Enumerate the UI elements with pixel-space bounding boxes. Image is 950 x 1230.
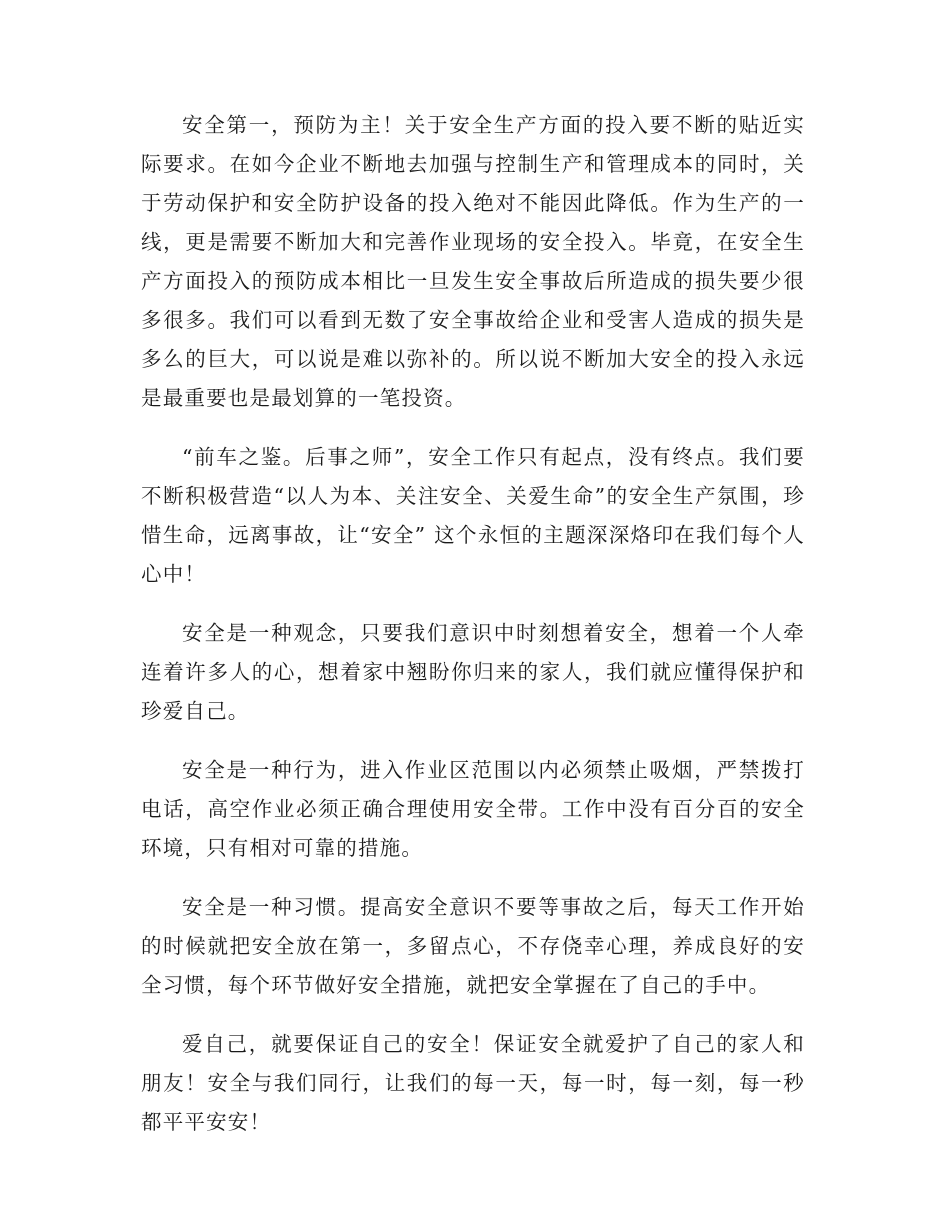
document-body [141,106,805,1162]
paragraph-2: “前车之鉴。后事之师”，安全工作只有起点，没有终点。我们要不断积极营造“以人为本、关注安全、关爱生命”的安全生产氛围，珍惜生命，远离事故，让“安全” 这个永恒的主题深深烙印在我们每个人心中！ [141,445,805,586]
paragraph-1: 安全第一，预防为主！关于安全生产方面的投入要不断的贴近实际要求。在如今企业不断地去加强与控制生产和管理成本的同时，关于劳动保护和安全防护设备的投入绝对不能因此降低。作为生产的一线，更是需要不断加大和完善作业现场的安全投入。毕竟，在安全生产方面投入的预防成本相比一旦发生安全事故后所造成的损失要少很多很多。我们可以看到无数了安全事故给企业和受害人造成的损失是多么的巨大，可以说是难以弥补的。所以说不断加大安全的投入永远是最重要也是最划算的一笔投资。 [141,113,805,410]
paragraph-5: 安全是一种习惯。提高安全意识不要等事故之后，每天工作开始的时候就把安全放在第一，多留点心，不存侥幸心理，养成良好的安全习惯，每个环节做好安全措施，就把安全掌握在了自己的手中。 [141,895,805,997]
paragraph-6: 爱自己，就要保证自己的安全！保证安全就爱护了自己的家人和朋友！安全与我们同行，让我们的每一天，每一时，每一刻，每一秒都平平安安！ [141,1032,805,1134]
paragraph-4: 安全是一种行为，进入作业区范围以内必须禁止吸烟，严禁拨打电话，高空作业必须正确合理使用安全带。工作中没有百分百的安全环境，只有相对可靠的措施。 [141,758,805,860]
paragraph-3: 安全是一种观念，只要我们意识中时刻想着安全，想着一个人牵连着许多人的心，想着家中翘盼你归来的家人，我们就应懂得保护和珍爱自己。 [141,621,805,723]
